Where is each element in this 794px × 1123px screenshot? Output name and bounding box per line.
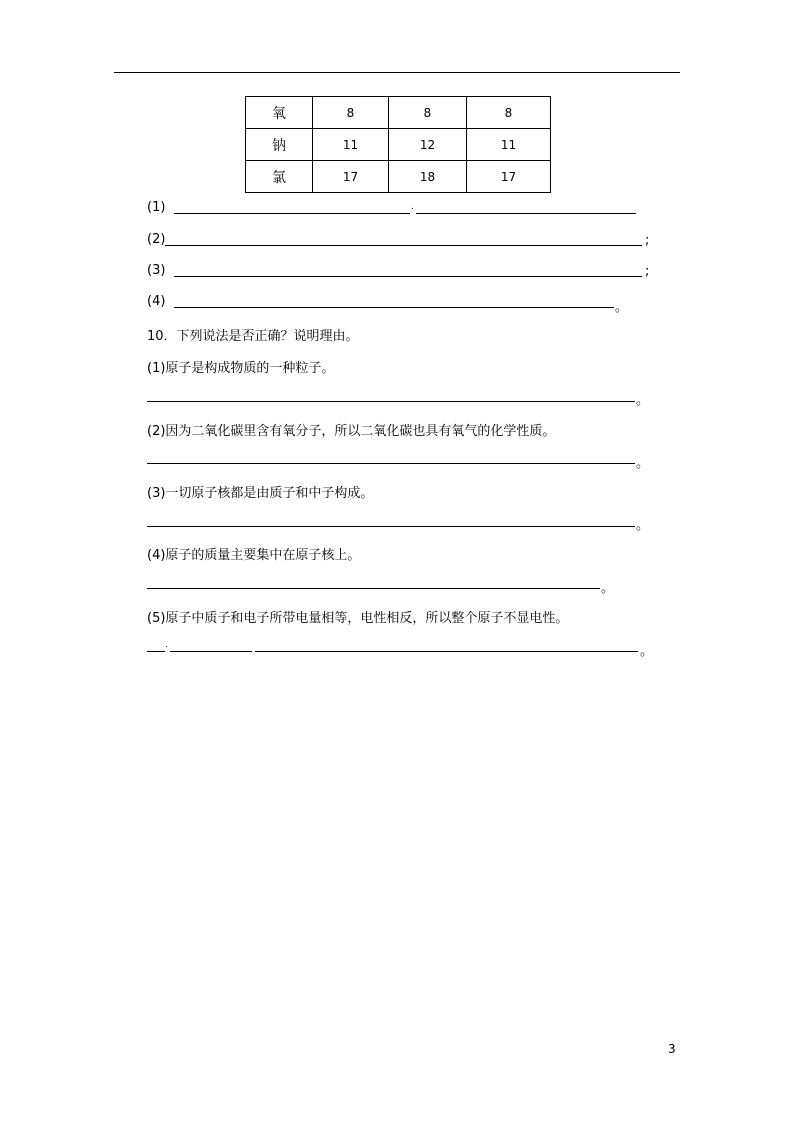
table-cell: 8 [313,97,389,129]
question-10-title: 10．下列说法是否正确？说明理由。 [147,329,359,344]
table-cell: 12 [389,129,467,161]
question-10-item-1: (1)原子是构成物质的一种粒子。 [147,361,335,376]
question-10-item-3-blank[interactable] [147,526,635,527]
answer-1-blank-b[interactable] [416,213,636,214]
answer-2-end: ; [645,233,650,248]
element-table [245,96,551,193]
question-10-item-5-end: 。 [640,644,654,659]
element-name: 氯 [246,161,313,193]
table-row [246,97,551,129]
table-row [246,129,551,161]
answer-1-label: (1) [147,200,166,215]
element-name: 氧 [246,97,313,129]
question-10-item-5-blank-c[interactable] [255,651,638,652]
answer-4-end: 。 [615,300,629,315]
question-10-item-5-blank-a[interactable] [147,651,165,652]
answer-2-blank[interactable] [165,245,642,246]
table-cell: 17 [467,161,551,193]
question-10-item-5-mark: . [165,640,168,650]
answer-3-label: (3) [147,263,166,278]
question-10-item-4-end: 。 [601,581,615,596]
answer-3-end: ; [645,264,650,279]
table-cell: 11 [467,129,551,161]
question-10-item-1-end: 。 [636,393,650,408]
question-10-item-4: (4)原子的质量主要集中在原子核上。 [147,548,361,563]
question-10-item-1-blank[interactable] [147,401,635,402]
question-10-item-3: (3)一切原子核都是由质子和中子构成。 [147,486,374,501]
question-10-item-2-blank[interactable] [147,463,635,464]
table-row [246,161,551,193]
table-cell: 17 [313,161,389,193]
answer-4-blank[interactable] [174,307,614,308]
table-cell: 11 [313,129,389,161]
question-10-item-5: (5)原子中质子和电子所带电量相等，电性相反，所以整个原子不显电性。 [147,611,569,626]
question-10-item-4-blank[interactable] [147,588,600,589]
header-rule [114,72,680,73]
page-number: 3 [668,1042,676,1056]
answer-4-label: (4) [147,294,166,309]
question-10-item-2-end: 。 [636,456,650,471]
question-10-item-3-end: 。 [636,518,650,533]
question-10-item-5-blank-b[interactable] [170,651,252,652]
table-cell: 8 [389,97,467,129]
answer-1-separator: . [411,202,414,212]
answer-3-blank[interactable] [174,276,642,277]
table-cell: 18 [389,161,467,193]
answer-2-label: (2) [147,232,166,247]
element-name: 钠 [246,129,313,161]
table-cell: 8 [467,97,551,129]
question-10-item-2: (2)因为二氧化碳里含有氧分子，所以二氧化碳也具有氧气的化学性质。 [147,424,556,439]
answer-1-blank-a[interactable] [174,213,410,214]
